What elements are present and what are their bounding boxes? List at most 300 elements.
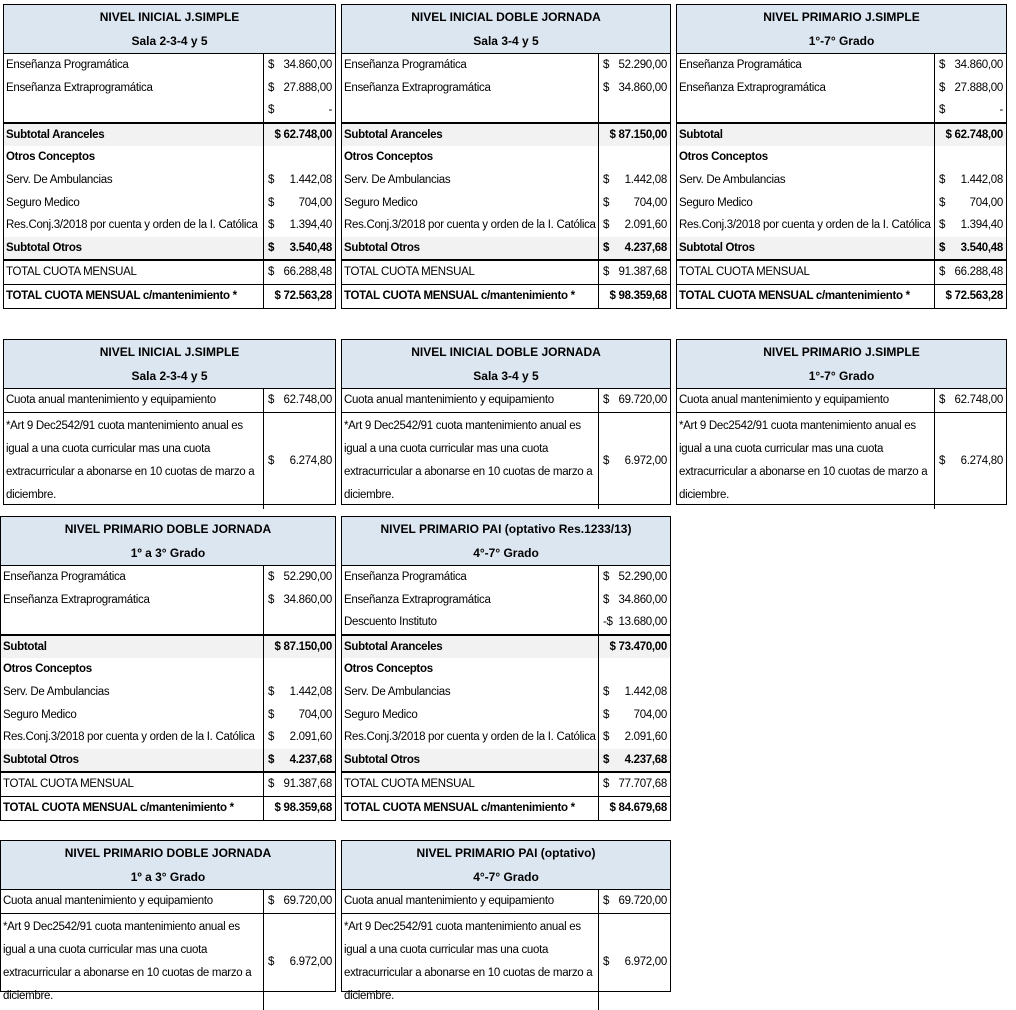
row-value bbox=[598, 749, 670, 772]
currency-symbol: $ bbox=[939, 173, 946, 186]
currency-symbol: $ bbox=[268, 955, 275, 968]
currency-symbol: $ bbox=[268, 81, 275, 94]
currency-symbol: $ bbox=[603, 196, 610, 209]
table-row bbox=[4, 284, 335, 308]
row-label: Cuota anual mantenimiento y equipamiento bbox=[344, 394, 554, 406]
amount: 77.707,68 bbox=[618, 778, 667, 791]
table-subtitle: 4°-7° Grado bbox=[473, 870, 539, 884]
row-label: Otros Conceptos bbox=[679, 151, 768, 164]
row-label: TOTAL CUOTA MENSUAL c/mantenimiento * bbox=[679, 289, 910, 302]
amount: 704,00 bbox=[298, 196, 332, 209]
currency-symbol: $ bbox=[603, 731, 610, 744]
amount: 2.091,60 bbox=[624, 731, 667, 744]
currency-symbol: -$ bbox=[603, 616, 613, 629]
table-row bbox=[342, 749, 670, 772]
currency-symbol: $ bbox=[268, 394, 275, 406]
table-row bbox=[677, 169, 1006, 192]
currency-symbol: $ bbox=[268, 241, 275, 254]
amount: 62.748,00 bbox=[283, 394, 332, 406]
currency-symbol: $ bbox=[268, 219, 275, 232]
row-value bbox=[263, 77, 335, 100]
row-value bbox=[263, 704, 335, 727]
amount: 27.888,00 bbox=[954, 81, 1003, 94]
table-row bbox=[1, 704, 335, 727]
amount: - bbox=[999, 104, 1003, 117]
row-value bbox=[598, 237, 670, 260]
row-label: Res.Conj.3/2018 por cuenta y orden de la I. Católica bbox=[344, 219, 596, 232]
currency-symbol: $ bbox=[268, 685, 275, 698]
amount: 6.972,00 bbox=[624, 454, 667, 467]
amount: 1.394,40 bbox=[289, 219, 332, 232]
amount: 1.442,08 bbox=[289, 173, 332, 186]
row-label: Cuota anual mantenimiento y equipamiento bbox=[6, 394, 216, 406]
table-row bbox=[677, 54, 1006, 77]
row-label: Serv. De Ambulancias bbox=[344, 685, 451, 698]
table-row bbox=[342, 704, 670, 727]
currency-symbol: $ bbox=[939, 196, 946, 209]
table-row bbox=[342, 589, 670, 612]
row-label: Res.Conj.3/2018 por cuenta y orden de la I. Católica bbox=[6, 219, 258, 232]
row-label: Subtotal bbox=[679, 128, 723, 141]
row-value bbox=[598, 124, 670, 147]
amount: $ 72.563,28 bbox=[945, 289, 1003, 302]
row-value bbox=[598, 890, 670, 913]
row-value bbox=[263, 413, 335, 509]
currency-symbol: $ bbox=[603, 593, 610, 606]
row-value bbox=[934, 413, 1006, 509]
amount: $ 84.679,68 bbox=[609, 801, 667, 814]
amount: 704,00 bbox=[298, 708, 332, 721]
footnote-row bbox=[342, 412, 670, 509]
row-label: Serv. De Ambulancias bbox=[344, 173, 451, 186]
table-row bbox=[4, 54, 335, 77]
row-value bbox=[934, 214, 1006, 237]
amount: 1.442,08 bbox=[289, 685, 332, 698]
table-row bbox=[342, 634, 670, 659]
table-header bbox=[1, 517, 335, 566]
row-value bbox=[263, 611, 335, 634]
footnote-text: *Art 9 Dec2542/91 cuota mantenimiento anual es igual a una cuota curricular mas una cuota extracurricular a abonarse en 10 cuotas de marzo a diciembre. bbox=[344, 920, 593, 1002]
table-row bbox=[4, 146, 335, 169]
row-label: TOTAL CUOTA MENSUAL c/mantenimiento * bbox=[6, 289, 237, 302]
table-row bbox=[342, 726, 670, 749]
table-row bbox=[342, 611, 670, 634]
maint-table-primario-jsimple bbox=[676, 339, 1007, 505]
amount: 66.288,48 bbox=[283, 266, 332, 279]
row-value bbox=[263, 124, 335, 147]
row-value bbox=[263, 589, 335, 612]
table-row bbox=[342, 389, 670, 412]
row-label: TOTAL CUOTA MENSUAL c/mantenimiento * bbox=[344, 801, 575, 814]
row-label: Subtotal Aranceles bbox=[344, 128, 443, 141]
amount: 69.720,00 bbox=[618, 394, 667, 406]
table-title: NIVEL INICIAL J.SIMPLE bbox=[99, 345, 240, 359]
table-subtitle: 1º a 3° Grado bbox=[130, 870, 206, 884]
row-label: Subtotal Aranceles bbox=[6, 128, 105, 141]
amount: $ 62.748,00 bbox=[945, 128, 1003, 141]
table-row bbox=[4, 192, 335, 215]
table-row bbox=[677, 389, 1006, 412]
amount: 69.720,00 bbox=[618, 895, 667, 907]
fee-table-primario-doble bbox=[0, 516, 336, 821]
amount: 52.290,00 bbox=[618, 571, 667, 583]
maint-table-primario-pai bbox=[341, 840, 671, 1002]
amount: $ 98.359,68 bbox=[274, 801, 332, 814]
amount: 34.860,00 bbox=[283, 59, 332, 71]
footnote-text: *Art 9 Dec2542/91 cuota mantenimiento anual es igual a una cuota curricular mas una cuota extracurricular a abonarse en 10 cuotas de marzo a diciembre. bbox=[6, 419, 255, 501]
currency-symbol: $ bbox=[268, 173, 275, 186]
row-label: Seguro Medico bbox=[3, 708, 77, 721]
row-label: Otros Conceptos bbox=[344, 151, 433, 164]
currency-symbol: $ bbox=[603, 454, 610, 467]
row-label: Descuento Instituto bbox=[344, 616, 437, 629]
currency-symbol: $ bbox=[268, 753, 275, 766]
amount: 4.237,68 bbox=[624, 753, 667, 766]
row-value bbox=[263, 99, 335, 122]
fee-table-primario-pai bbox=[341, 516, 671, 821]
row-label: Enseñanza Extraprogramática bbox=[679, 81, 826, 94]
row-value bbox=[598, 214, 670, 237]
fee-table-inicial-jsimple bbox=[3, 4, 336, 309]
amount: 1.442,08 bbox=[624, 173, 667, 186]
amount: 1.442,08 bbox=[960, 173, 1003, 186]
currency-symbol: $ bbox=[939, 219, 946, 232]
table-title: NIVEL INICIAL DOBLE JORNADA bbox=[411, 10, 601, 24]
table-row bbox=[342, 771, 670, 796]
row-value bbox=[263, 658, 335, 681]
row-value bbox=[598, 99, 670, 122]
row-value bbox=[598, 636, 670, 659]
footnote-row bbox=[342, 913, 670, 1010]
row-label: Otros Conceptos bbox=[3, 663, 92, 676]
currency-symbol: $ bbox=[603, 571, 610, 583]
table-title: NIVEL PRIMARIO J.SIMPLE bbox=[763, 10, 920, 24]
row-label: TOTAL CUOTA MENSUAL bbox=[6, 266, 137, 279]
table-title: NIVEL PRIMARIO DOBLE JORNADA bbox=[64, 846, 272, 860]
amount: 6.274,80 bbox=[960, 454, 1003, 467]
row-value bbox=[934, 261, 1006, 284]
currency-symbol: $ bbox=[268, 104, 275, 117]
amount: 704,00 bbox=[969, 196, 1003, 209]
table-row bbox=[677, 214, 1006, 237]
table-row bbox=[4, 99, 335, 122]
fee-table-inicial-doble bbox=[341, 4, 671, 309]
footnote-text: *Art 9 Dec2542/91 cuota mantenimiento anual es igual a una cuota curricular mas una cuota extracurricular a abonarse en 10 cuotas de marzo a diciembre. bbox=[679, 419, 928, 501]
table-row bbox=[4, 389, 335, 412]
currency-symbol: $ bbox=[939, 266, 946, 279]
row-value bbox=[263, 237, 335, 260]
row-value bbox=[263, 566, 335, 589]
row-label bbox=[342, 99, 598, 122]
table-row bbox=[677, 99, 1006, 122]
currency-symbol: $ bbox=[603, 59, 610, 71]
currency-symbol: $ bbox=[939, 104, 946, 117]
row-value bbox=[263, 285, 335, 308]
row-label: Seguro Medico bbox=[6, 196, 80, 209]
footnote-text: *Art 9 Dec2542/91 cuota mantenimiento anual es igual a una cuota curricular mas una cuota extracurricular a abonarse en 10 cuotas de marzo a diciembre. bbox=[344, 419, 593, 501]
table-subtitle: 4°-7° Grado bbox=[473, 546, 539, 560]
maint-table-inicial-doble bbox=[341, 339, 671, 505]
amount: 34.860,00 bbox=[618, 81, 667, 94]
row-value bbox=[598, 726, 670, 749]
table-row bbox=[1, 611, 335, 634]
amount: 4.237,68 bbox=[289, 753, 332, 766]
amount: $ 98.359,68 bbox=[609, 289, 667, 302]
row-value bbox=[598, 146, 670, 169]
row-value bbox=[934, 285, 1006, 308]
table-title: NIVEL INICIAL J.SIMPLE bbox=[99, 10, 240, 24]
currency-symbol: $ bbox=[603, 81, 610, 94]
amount: 66.288,48 bbox=[954, 266, 1003, 279]
row-label bbox=[4, 99, 263, 122]
row-value bbox=[263, 773, 335, 796]
table-row bbox=[342, 566, 670, 589]
row-label: Enseñanza Extraprogramática bbox=[344, 593, 491, 606]
row-value bbox=[263, 192, 335, 215]
amount: 6.972,00 bbox=[624, 955, 667, 968]
amount: 91.387,68 bbox=[283, 778, 332, 791]
currency-symbol: $ bbox=[939, 454, 946, 467]
row-label: TOTAL CUOTA MENSUAL bbox=[344, 266, 475, 279]
table-row bbox=[4, 237, 335, 260]
row-value bbox=[263, 726, 335, 749]
table-row bbox=[342, 77, 670, 100]
row-label: TOTAL CUOTA MENSUAL bbox=[3, 778, 134, 791]
table-header bbox=[342, 841, 670, 890]
amount: 1.442,08 bbox=[624, 685, 667, 698]
row-value bbox=[598, 681, 670, 704]
amount: 1.394,40 bbox=[960, 219, 1003, 232]
amount: 52.290,00 bbox=[618, 59, 667, 71]
table-row bbox=[4, 169, 335, 192]
row-value bbox=[598, 773, 670, 796]
row-value bbox=[598, 797, 670, 820]
row-value bbox=[934, 77, 1006, 100]
row-value bbox=[263, 890, 335, 913]
row-value bbox=[598, 389, 670, 412]
table-row bbox=[4, 77, 335, 100]
amount: 3.540,48 bbox=[960, 241, 1003, 254]
currency-symbol: $ bbox=[268, 895, 275, 907]
row-label: Enseñanza Extraprogramática bbox=[3, 593, 150, 606]
table-header bbox=[4, 5, 335, 54]
row-label: Subtotal Otros bbox=[6, 241, 82, 254]
table-row bbox=[4, 259, 335, 284]
amount: 13.680,00 bbox=[618, 616, 667, 629]
currency-symbol: $ bbox=[603, 173, 610, 186]
table-subtitle: Sala 2-3-4 y 5 bbox=[131, 34, 208, 48]
row-label: Enseñanza Programática bbox=[679, 59, 802, 71]
table-title: NIVEL PRIMARIO PAI (optativo) bbox=[416, 846, 596, 860]
row-label bbox=[677, 99, 934, 122]
currency-symbol: $ bbox=[603, 266, 610, 279]
row-label: TOTAL CUOTA MENSUAL bbox=[344, 778, 475, 791]
row-label: Serv. De Ambulancias bbox=[3, 685, 110, 698]
table-row bbox=[342, 169, 670, 192]
row-label: Cuota anual mantenimiento y equipamiento bbox=[3, 895, 213, 907]
amount: 6.274,80 bbox=[289, 454, 332, 467]
currency-symbol: $ bbox=[939, 394, 946, 406]
row-value bbox=[263, 389, 335, 412]
row-value bbox=[598, 611, 670, 634]
table-row bbox=[1, 589, 335, 612]
table-row bbox=[677, 146, 1006, 169]
row-value bbox=[598, 413, 670, 509]
currency-symbol: $ bbox=[939, 81, 946, 94]
currency-symbol: $ bbox=[603, 895, 610, 907]
amount: 704,00 bbox=[633, 708, 667, 721]
row-value bbox=[263, 54, 335, 77]
table-header bbox=[342, 5, 670, 54]
table-row bbox=[1, 749, 335, 772]
table-title: NIVEL INICIAL DOBLE JORNADA bbox=[411, 345, 601, 359]
amount: 69.720,00 bbox=[283, 895, 332, 907]
row-label: Enseñanza Extraprogramática bbox=[6, 81, 153, 94]
table-row bbox=[342, 658, 670, 681]
amount: $ 72.563,28 bbox=[274, 289, 332, 302]
amount: 91.387,68 bbox=[618, 266, 667, 279]
table-header bbox=[342, 340, 670, 389]
table-subtitle: Sala 3-4 y 5 bbox=[473, 34, 539, 48]
table-row bbox=[342, 284, 670, 308]
row-label: Subtotal bbox=[3, 640, 47, 653]
row-value bbox=[598, 261, 670, 284]
row-label: Subtotal Otros bbox=[679, 241, 755, 254]
table-row bbox=[1, 658, 335, 681]
table-header bbox=[677, 5, 1006, 54]
amount: - bbox=[328, 104, 332, 117]
currency-symbol: $ bbox=[603, 241, 610, 254]
row-value bbox=[934, 389, 1006, 412]
row-label bbox=[1, 611, 263, 634]
table-row bbox=[677, 237, 1006, 260]
currency-symbol: $ bbox=[268, 708, 275, 721]
row-value bbox=[263, 914, 335, 1010]
row-label: Enseñanza Programática bbox=[344, 571, 467, 583]
currency-symbol: $ bbox=[268, 59, 275, 71]
row-value bbox=[598, 658, 670, 681]
row-value bbox=[598, 914, 670, 1010]
row-label: Enseñanza Programática bbox=[3, 571, 126, 583]
row-label: Res.Conj.3/2018 por cuenta y orden de la I. Católica bbox=[3, 731, 255, 744]
row-value bbox=[598, 77, 670, 100]
table-row bbox=[1, 566, 335, 589]
currency-symbol: $ bbox=[268, 731, 275, 744]
amount: 4.237,68 bbox=[624, 241, 667, 254]
table-row bbox=[342, 237, 670, 260]
table-row bbox=[342, 890, 670, 913]
amount: 2.091,60 bbox=[624, 219, 667, 232]
row-label: Cuota anual mantenimiento y equipamiento bbox=[679, 394, 889, 406]
table-subtitle: 1°-7° Grado bbox=[808, 369, 875, 383]
table-row bbox=[4, 122, 335, 147]
table-subtitle: Sala 3-4 y 5 bbox=[473, 369, 539, 383]
amount: 6.972,00 bbox=[289, 955, 332, 968]
table-row bbox=[1, 634, 335, 659]
table-row bbox=[342, 192, 670, 215]
table-row bbox=[1, 681, 335, 704]
row-label: Subtotal Aranceles bbox=[344, 640, 443, 653]
row-label: Res.Conj.3/2018 por cuenta y orden de la I. Católica bbox=[679, 219, 931, 232]
row-label: Seguro Medico bbox=[344, 196, 418, 209]
row-value bbox=[934, 146, 1006, 169]
table-header bbox=[4, 340, 335, 389]
table-row bbox=[677, 122, 1006, 147]
row-label: Subtotal Otros bbox=[3, 753, 79, 766]
row-value bbox=[598, 54, 670, 77]
currency-symbol: $ bbox=[268, 778, 275, 791]
amount: 704,00 bbox=[633, 196, 667, 209]
currency-symbol: $ bbox=[268, 196, 275, 209]
row-label: Seguro Medico bbox=[679, 196, 753, 209]
row-value bbox=[934, 169, 1006, 192]
amount: 27.888,00 bbox=[283, 81, 332, 94]
row-label: Serv. De Ambulancias bbox=[679, 173, 786, 186]
currency-symbol: $ bbox=[939, 241, 946, 254]
table-row bbox=[342, 54, 670, 77]
table-row bbox=[342, 796, 670, 820]
table-row bbox=[342, 259, 670, 284]
row-label: Enseñanza Extraprogramática bbox=[344, 81, 491, 94]
currency-symbol: $ bbox=[603, 708, 610, 721]
amount: 62.748,00 bbox=[954, 394, 1003, 406]
row-value bbox=[598, 589, 670, 612]
table-title: NIVEL PRIMARIO J.SIMPLE bbox=[763, 345, 920, 359]
row-value bbox=[934, 124, 1006, 147]
currency-symbol: $ bbox=[603, 219, 610, 232]
maint-table-primario-doble bbox=[0, 840, 336, 1002]
row-value bbox=[934, 192, 1006, 215]
row-label: Otros Conceptos bbox=[6, 151, 95, 164]
table-row bbox=[677, 77, 1006, 100]
table-subtitle: 1°-7° Grado bbox=[808, 34, 875, 48]
table-title: NIVEL PRIMARIO DOBLE JORNADA bbox=[64, 522, 272, 536]
currency-symbol: $ bbox=[603, 955, 610, 968]
row-value bbox=[263, 636, 335, 659]
currency-symbol: $ bbox=[268, 571, 275, 583]
currency-symbol: $ bbox=[268, 266, 275, 279]
table-subtitle: Sala 2-3-4 y 5 bbox=[131, 369, 208, 383]
currency-symbol: $ bbox=[603, 394, 610, 406]
row-value bbox=[263, 749, 335, 772]
row-label: TOTAL CUOTA MENSUAL bbox=[679, 266, 810, 279]
amount: $ 87.150,00 bbox=[609, 128, 667, 141]
table-row bbox=[1, 890, 335, 913]
currency-symbol: $ bbox=[268, 454, 275, 467]
currency-symbol: $ bbox=[603, 753, 610, 766]
amount: 2.091,60 bbox=[289, 731, 332, 744]
footnote-row bbox=[677, 412, 1006, 509]
currency-symbol: $ bbox=[603, 685, 610, 698]
row-label: Otros Conceptos bbox=[344, 663, 433, 676]
table-row bbox=[342, 122, 670, 147]
row-value bbox=[263, 146, 335, 169]
row-value bbox=[263, 681, 335, 704]
row-value bbox=[934, 237, 1006, 260]
row-label: Cuota anual mantenimiento y equipamiento bbox=[344, 895, 554, 907]
table-row bbox=[1, 726, 335, 749]
table-row bbox=[342, 146, 670, 169]
table-row bbox=[677, 192, 1006, 215]
row-value bbox=[934, 54, 1006, 77]
row-value bbox=[263, 214, 335, 237]
row-label: Subtotal Otros bbox=[344, 753, 420, 766]
amount: 34.860,00 bbox=[954, 59, 1003, 71]
row-label: Seguro Medico bbox=[344, 708, 418, 721]
footnote-row bbox=[1, 913, 335, 1010]
row-value bbox=[598, 566, 670, 589]
table-row bbox=[1, 771, 335, 796]
